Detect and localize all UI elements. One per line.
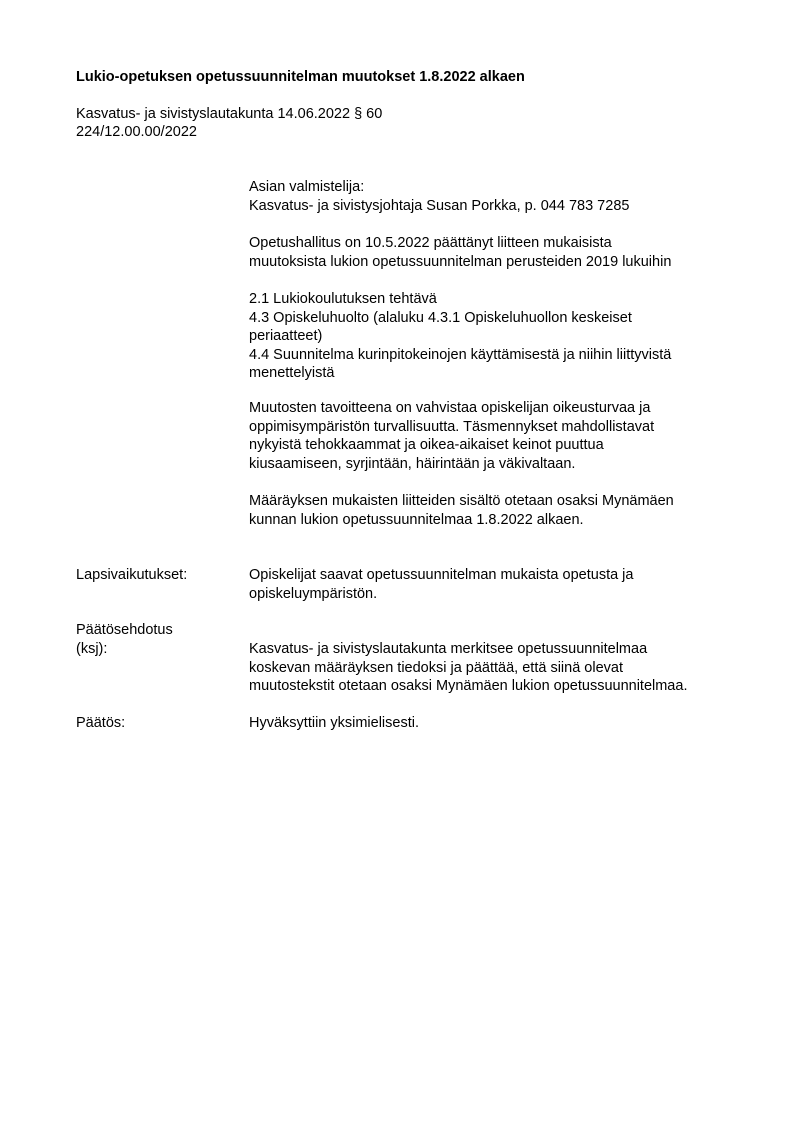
section-label-decision [76,714,125,733]
chapter-line: menettelyistä [249,365,335,381]
section-label-proposal [76,621,173,658]
section-line: Kasvatus- ja sivistyslautakunta merkitsee opetussuunnitelmaa [249,641,648,657]
section-text-decision [249,714,749,733]
paragraph-line: kunnan lukion opetussuunnitelmaa 1.8.2022 alkaen. [249,511,584,528]
paragraph-line: nykyistä tehokkaammat ja oikea-aikaiset keinot puuttua [249,437,604,453]
section-line: muutostekstit otetaan osaksi Mynämäen lukion opetussuunnitelmaa. [249,678,688,694]
preparer-value: Kasvatus- ja sivistysjohtaja Susan Porkka, p. 044 783 7285 [249,197,630,214]
paragraph-line: Muutosten tavoitteena on vahvistaa opiskelijan oikeusturvaa ja [249,400,651,416]
chapter-line: 2.1 Lukiokoulutuksen tehtävä [249,291,437,307]
chapter-line: 4.3 Opiskeluhuolto (alaluku 4.3.1 Opiskeluhuollon keskeiset [249,309,632,326]
section-label-child-impact [76,566,187,585]
section-line: opiskeluympäristön. [249,585,378,602]
section-line: Hyväksyttiin yksimielisesti. [249,715,419,731]
meeting-info [76,105,382,141]
meeting-line: Kasvatus- ja sivistyslautakunta 14.06.2022 § 60 [76,106,383,122]
paragraph-adoption [249,492,749,529]
paragraph-decision-basis [249,234,749,271]
preparer-block [249,178,749,215]
preparer-label: Asian valmistelija: [249,179,365,195]
section-line: Opiskelijat saavat opetussuunnitelman mukaista opetusta ja [249,567,634,583]
section-label-line: Lapsivaikutukset: [76,567,188,583]
chapter-line: 4.4 Suunnitelma kurinpitokeinojen käyttämisestä ja niihin liittyvistä [249,346,672,363]
paragraph-line: Opetushallitus on 10.5.2022 päättänyt liitteen mukaisista [249,235,612,251]
record-number: 224/12.00.00/2022 [76,124,197,140]
document-title: Lukio-opetuksen opetussuunnitelman muutokset 1.8.2022 alkaen [76,69,525,85]
paragraph-line: Määräyksen mukaisten liitteiden sisältö otetaan osaksi Mynämäen [249,493,674,509]
section-label-line: (ksj): [76,640,108,657]
paragraph-line: muutoksista lukion opetussuunnitelman perusteiden 2019 lukuihin [249,253,672,270]
chapter-line: periaatteet) [249,328,323,344]
section-label-line: Päätösehdotus [76,622,173,638]
paragraph-goals [249,399,749,473]
section-text-child-impact [249,566,749,603]
paragraph-line: kiusaamiseen, syrjintään, häirintään ja väkivaltaan. [249,455,576,472]
section-line: koskevan määräyksen tiedoksi ja päättää, että siinä olevat [249,659,623,676]
paragraph-chapters [249,290,749,383]
section-text-proposal [249,640,749,696]
section-label-line: Päätös: [76,715,126,731]
paragraph-line: oppimisympäristön turvallisuutta. Täsmennykset mahdollistavat [249,418,655,435]
